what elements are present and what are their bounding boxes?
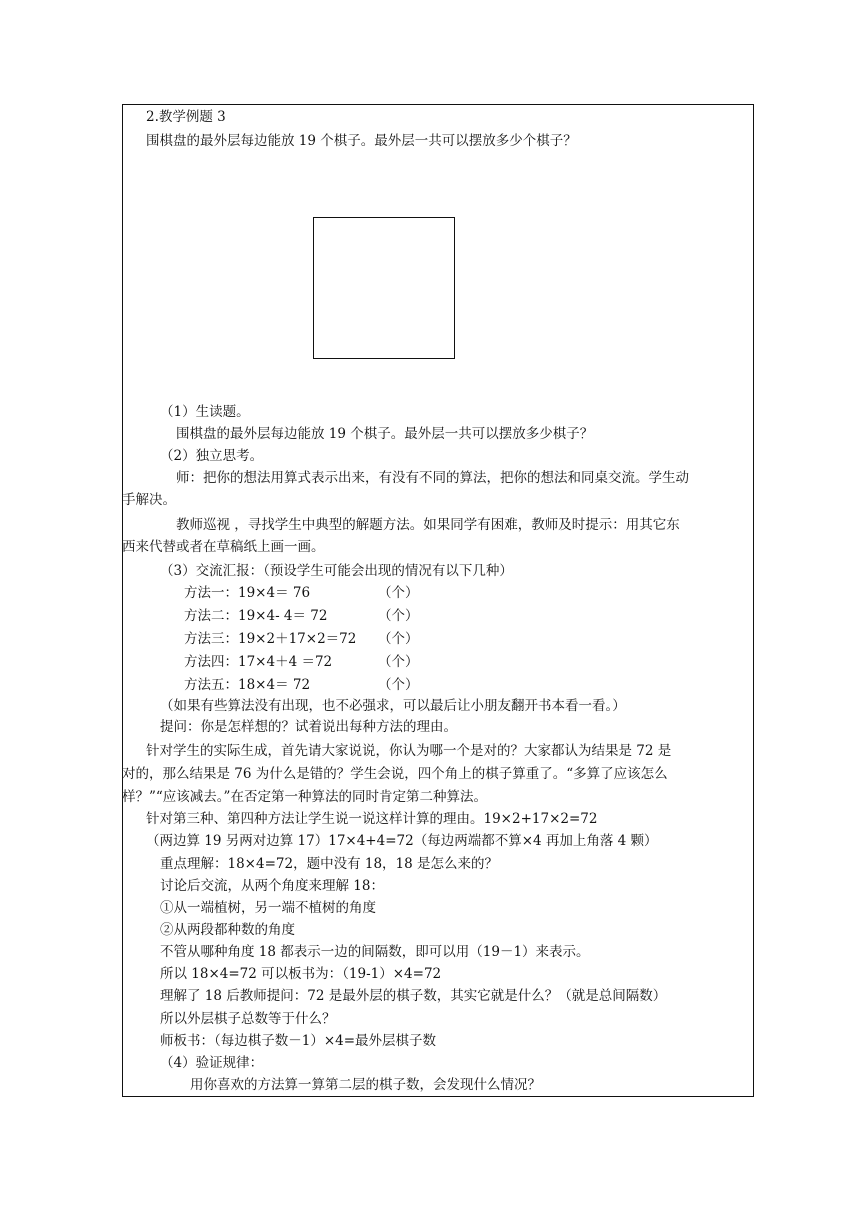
method-2-expression: 方法二：19×4- 4＝ 72: [184, 608, 328, 624]
teacher-instruction-line-2: 手解决。: [122, 492, 176, 508]
method-5-unit: （个）: [378, 677, 419, 693]
method-2-unit: （个）: [378, 608, 419, 624]
method-1-expression: 方法一：19×4＝ 76: [184, 585, 311, 601]
question-text: 提问：你是怎样想的？试着说出每种方法的理由。: [160, 719, 457, 735]
method-3-expression: 方法三：19×2＋17×2＝72: [184, 631, 357, 647]
step-4-label: （4）验证规律：: [160, 1055, 264, 1071]
paragraph-2-line-2: （两边算 19 另两对边算 17）17×4+4=72（每边两端都不算×4 再加上角落 4 颗）: [146, 833, 658, 849]
teacher-patrol-line-2: 西来代替或者在草稿纸上画一画。: [122, 539, 325, 555]
section-heading: 2.教学例题 3: [146, 109, 226, 125]
method-1-unit: （个）: [378, 585, 419, 601]
method-4-expression: 方法四：17×4＋4 ＝72: [184, 654, 333, 670]
total-question: 所以外层棋子总数等于什么？: [160, 1011, 336, 1027]
paragraph-1-line-2: 对的，那么结果是 76 为什么是错的？学生会说，四个角上的棋子算重了。“多算了应该怎么: [122, 766, 668, 782]
teacher-instruction-line-1: 师：把你的想法用算式表示出来，有没有不同的算法，把你的想法和同桌交流。学生动: [176, 470, 689, 486]
problem-statement: 围棋盘的最外层每边能放 19 个棋子。最外层一共可以摆放多少个棋子？: [146, 133, 577, 149]
teacher-question: 理解了 18 后教师提问：72 是最外层的棋子数，其实它就是什么？（就是总间隔数）: [160, 988, 667, 1004]
note-text: （如果有些算法没有出现，也不必强求，可以最后让小朋友翻开书本看一看。）: [160, 698, 626, 714]
angle-1-text: ①从一端植树，另一端不植树的角度: [160, 900, 376, 916]
method-3-unit: （个）: [378, 631, 419, 647]
focus-text: 重点理解：18×4=72，题中没有 18，18 是怎么来的？: [160, 856, 499, 872]
step-3-label: （3）交流汇报：（预设学生可能会出现的情况有以下几种）: [160, 563, 513, 579]
paragraph-1-line-1: 针对学生的实际生成，首先请大家说说，你认为哪一个是对的？大家都认为结果是 72 是: [146, 743, 672, 759]
step-1-label: （1）生读题。: [160, 404, 250, 420]
step-4-text: 用你喜欢的方法算一算第二层的棋子数，会发现什么情况？: [190, 1077, 541, 1093]
step-2-label: （2）独立思考。: [160, 448, 264, 464]
go-board-square-figure: [313, 217, 455, 359]
teacher-patrol-line-1: 教师巡视 ，寻找学生中典型的解题方法。如果同学有困难，教师及时提示：用其它东: [176, 517, 680, 533]
step-1-text: 围棋盘的最外层每边能放 19 个棋子。最外层一共可以摆放多少棋子？: [176, 426, 594, 442]
discussion-text: 讨论后交流，从两个角度来理解 18：: [160, 878, 384, 894]
conclusion-text: 不管从哪种角度 18 都表示一边的间隔数，即可以用（19－1）来表示。: [160, 944, 590, 960]
method-4-unit: （个）: [378, 654, 419, 670]
paragraph-2-line-1: 针对第三种、第四种方法让学生说一说这样计算的理由。19×2+17×2=72: [146, 811, 598, 827]
board-writing-2: 师板书：（每边棋子数－1）×4=最外层棋子数: [160, 1033, 437, 1049]
board-writing-1: 所以 18×4=72 可以板书为：（19-1）×4=72: [160, 966, 442, 982]
method-5-expression: 方法五：18×4＝ 72: [184, 677, 311, 693]
angle-2-text: ②从两段都种数的角度: [160, 922, 295, 938]
paragraph-1-line-3: 样？”“应该减去。”在否定第一种算法的同时肯定第二种算法。: [122, 789, 487, 805]
